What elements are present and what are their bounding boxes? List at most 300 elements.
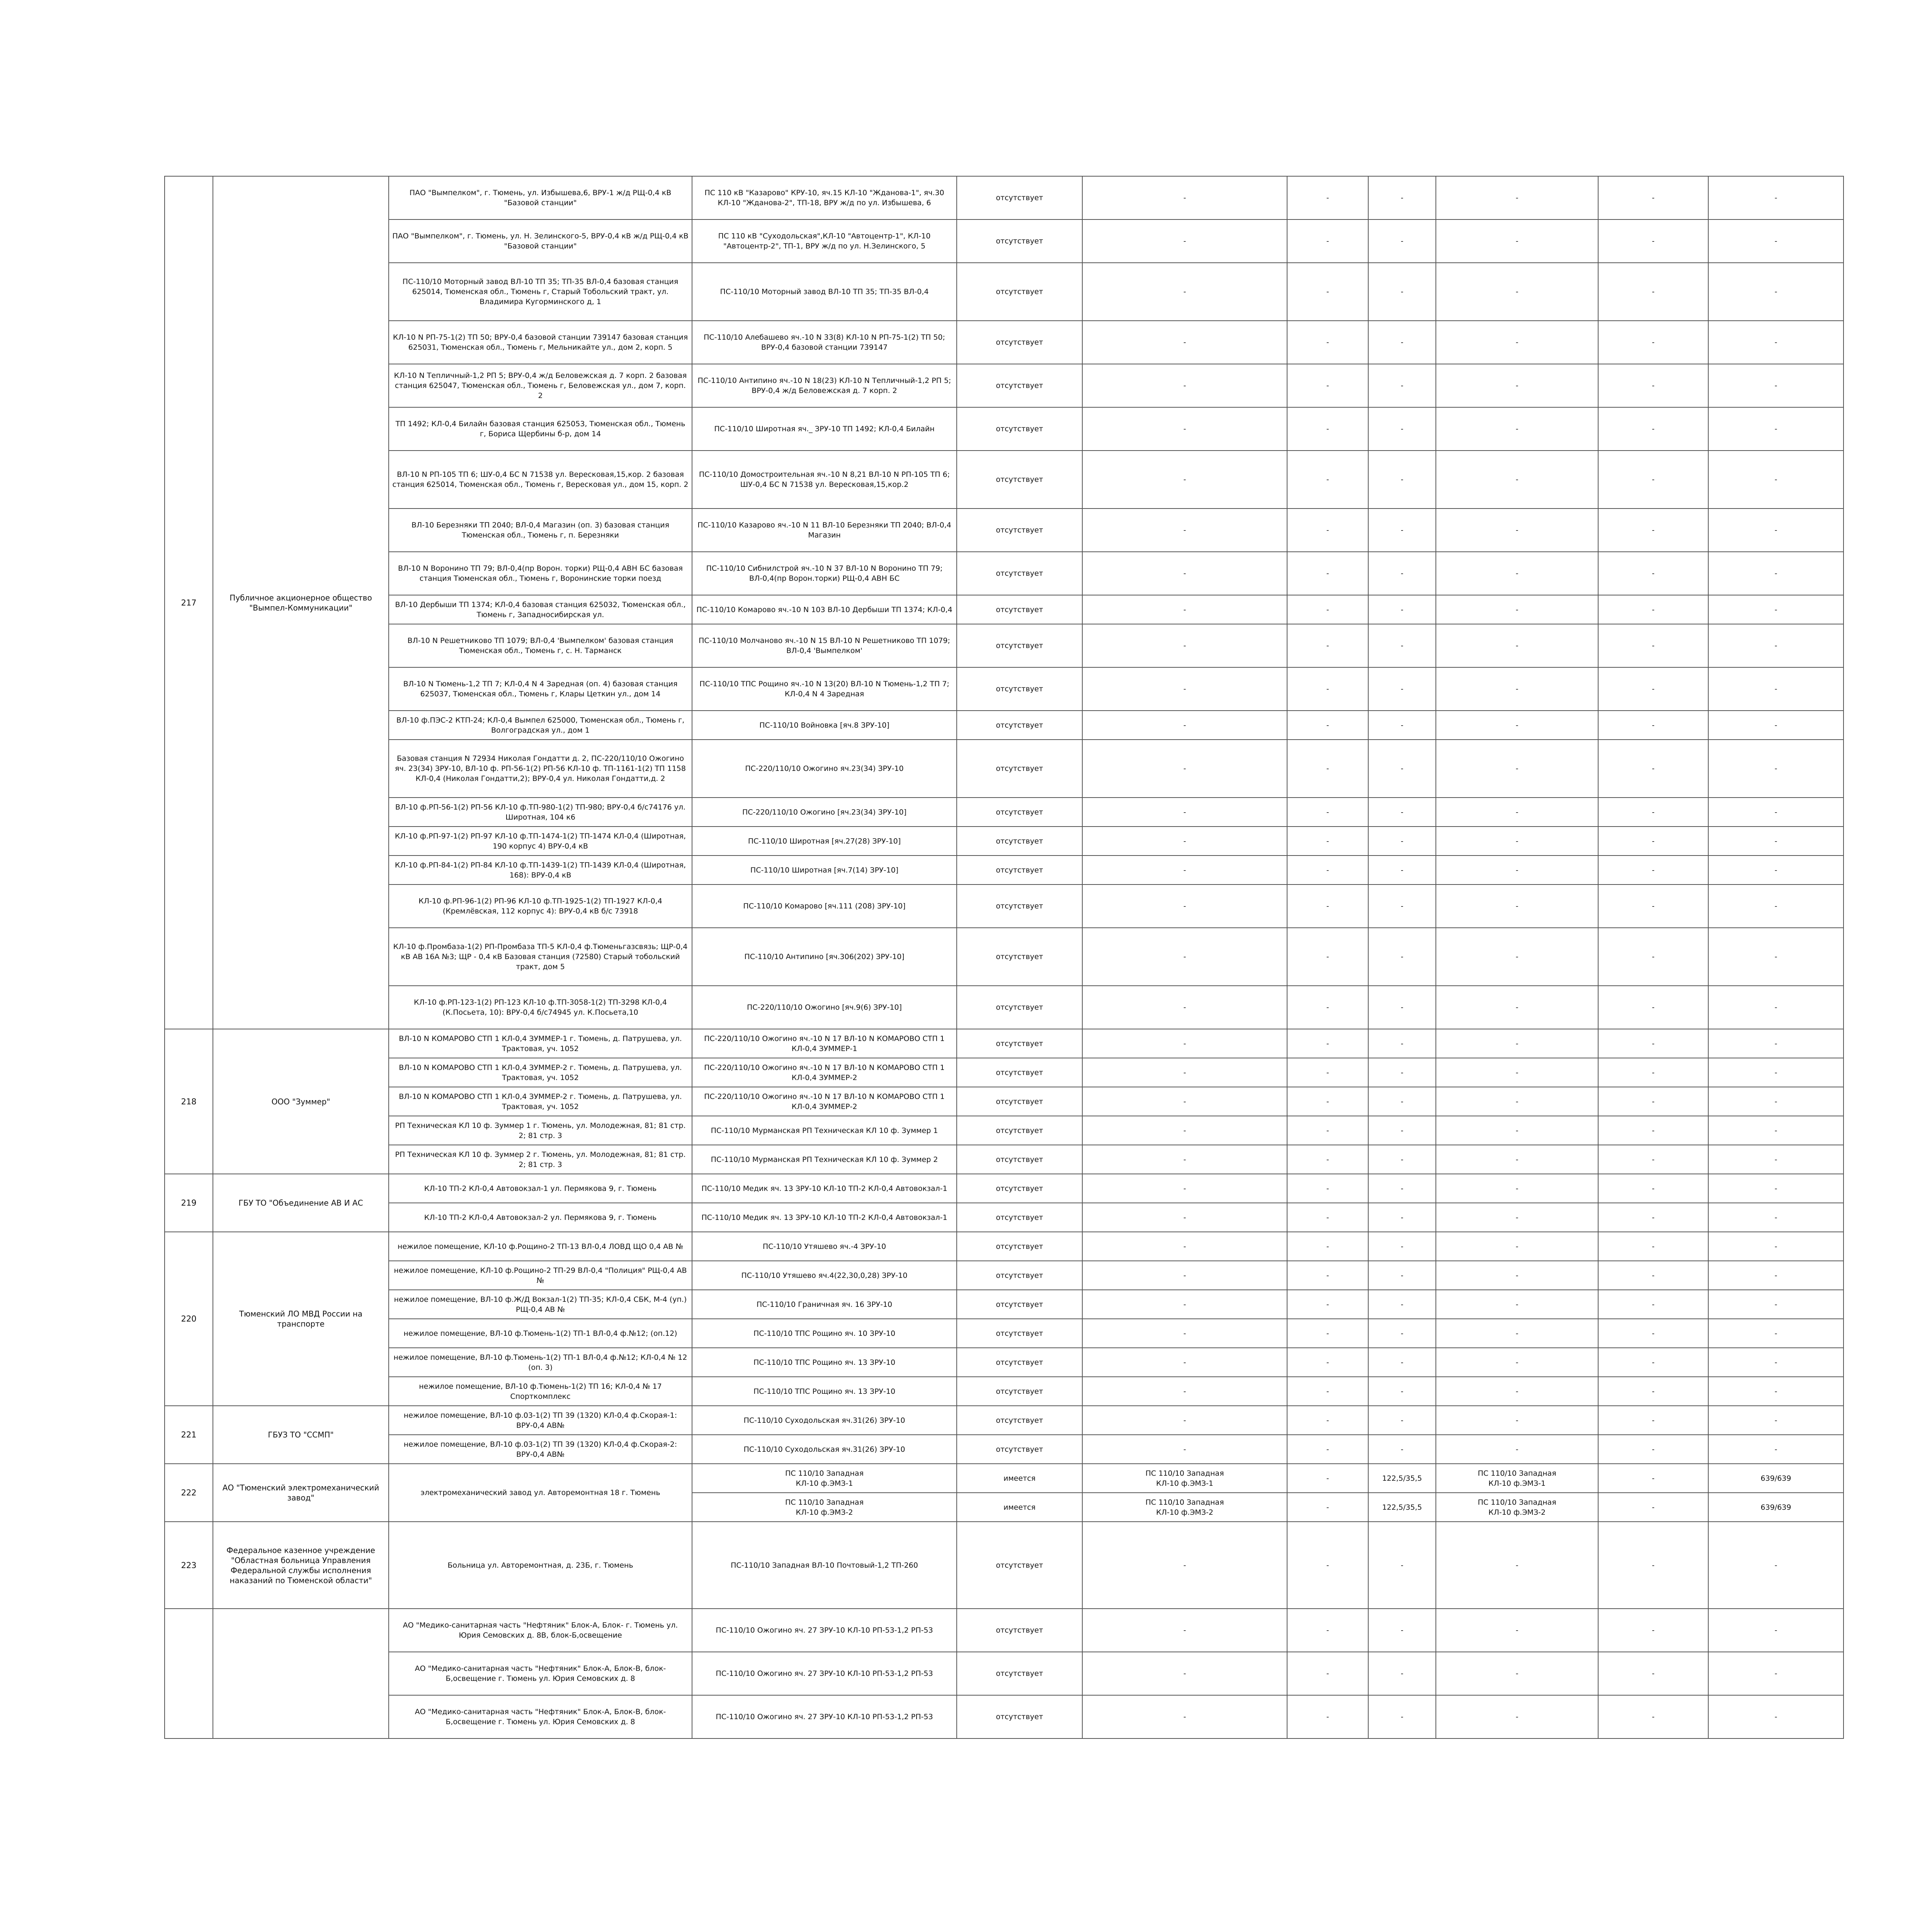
backup-status: отсутствует [957, 595, 1082, 624]
value-cell: - [1598, 928, 1708, 986]
capacity-value: - [1708, 595, 1844, 624]
reserve-source: - [1436, 1522, 1598, 1609]
value-cell: - [1598, 986, 1708, 1029]
backup-status: отсутствует [957, 176, 1082, 219]
value-cell: - [1287, 1116, 1368, 1145]
object-description: ТП 1492; КЛ-0,4 Билайн базовая станция 625053, Тюменская обл., Тюмень г, Бориса Щербины б-р, дом 14 [389, 407, 692, 451]
value-cell: - [1287, 407, 1368, 451]
value-cell: - [1598, 1695, 1708, 1738]
capacity-value: 639/639 [1708, 1493, 1844, 1522]
value-cell: - [1287, 1319, 1368, 1348]
reserve-source: - [1436, 1087, 1598, 1116]
backup-source: - [1082, 624, 1287, 667]
table-row [165, 263, 1844, 321]
capacity-value: - [1708, 667, 1844, 711]
backup-status: отсутствует [957, 986, 1082, 1029]
power-source: ПС-110/10 ТПС Рощино яч. 13 ЗРУ-10 [692, 1348, 957, 1377]
load-value: - [1368, 1406, 1436, 1435]
value-cell: - [1598, 321, 1708, 364]
value-cell: - [1598, 1319, 1708, 1348]
backup-status: отсутствует [957, 1695, 1082, 1738]
capacity-value: - [1708, 1174, 1844, 1203]
reserve-source: - [1436, 1348, 1598, 1377]
capacity-value: - [1708, 1609, 1844, 1652]
organization-name: ООО "Зуммер" [213, 1029, 389, 1174]
value-cell: - [1598, 509, 1708, 552]
backup-source: - [1082, 1406, 1287, 1435]
load-value: - [1368, 1174, 1436, 1203]
capacity-value: - [1708, 1290, 1844, 1319]
backup-status: отсутствует [957, 740, 1082, 798]
backup-source: - [1082, 1319, 1287, 1348]
value-cell: - [1598, 856, 1708, 885]
table-row [165, 219, 1844, 263]
object-description: ВЛ-10 N КОМАРОВО СТП 1 КЛ-0,4 ЗУММЕР-1 г. Тюмень, д. Патрушева, ул. Трактовая, уч. 1052 [389, 1029, 692, 1058]
power-source: ПС-110/10 Утяшево яч.4(22,30,0,28) ЗРУ-10 [692, 1261, 957, 1290]
backup-status: отсутствует [957, 1609, 1082, 1652]
object-description: нежилое помещение, ВЛ-10 ф.03-1(2) ТП 39 (1320) КЛ-0,4 ф.Скорая-2: ВРУ-0,4 АВ№ [389, 1435, 692, 1464]
power-source: ПС-110/10 ТПС Рощино яч. 10 ЗРУ-10 [692, 1319, 957, 1348]
backup-status: отсутствует [957, 711, 1082, 740]
load-value: - [1368, 711, 1436, 740]
load-value: - [1368, 1290, 1436, 1319]
table-row [165, 1609, 1844, 1652]
value-cell: - [1598, 711, 1708, 740]
power-source: ПС 110 кВ "Суходольская",КЛ-10 "Автоцентр-1", КЛ-10 "Автоцентр-2", ТП-1, ВРУ ж/д по ул. Н.Зелинского, 5 [692, 219, 957, 263]
value-cell: - [1598, 1348, 1708, 1377]
load-value: - [1368, 407, 1436, 451]
power-source: ПС-110/10 Медик яч. 13 ЗРУ-10 КЛ-10 ТП-2 КЛ-0,4 Автовокзал-1 [692, 1203, 957, 1232]
object-description: ВЛ-10 Березняки ТП 2040; ВЛ-0,4 Магазин (оп. 3) базовая станция Тюменская обл., Тюмень г, п. Березняки [389, 509, 692, 552]
capacity-value: - [1708, 1203, 1844, 1232]
value-cell: - [1598, 740, 1708, 798]
value-cell: - [1598, 407, 1708, 451]
object-description: КЛ-10 ф.Промбаза-1(2) РП-Промбаза ТП-5 КЛ-0,4 ф.Тюменьгазсвязь; ЩР-0,4 кВ АВ 16А №3; ЩР - 0,4 кВ Базовая станция (72580) Старый тобольский тракт, дом 5 [389, 928, 692, 986]
reserve-source: - [1436, 364, 1598, 407]
power-source: ПС-110/10 Широтная яч._ ЗРУ-10 ТП 1492; КЛ-0,4 Билайн [692, 407, 957, 451]
capacity-value: - [1708, 1029, 1844, 1058]
reserve-source: - [1436, 1609, 1598, 1652]
value-cell: - [1287, 1609, 1368, 1652]
table-row [165, 595, 1844, 624]
backup-source: ПС 110/10 Западная КЛ-10 ф.ЭМЗ-2 [1082, 1493, 1287, 1522]
value-cell: - [1598, 1087, 1708, 1116]
backup-status: отсутствует [957, 552, 1082, 595]
object-description: АО "Медико-санитарная часть "Нефтяник" Блок-А, Блок-В, блок-Б,освещение г. Тюмень ул. Юрия Семовских д. 8 [389, 1695, 692, 1738]
table-row [165, 740, 1844, 798]
backup-status: отсутствует [957, 407, 1082, 451]
reserve-source: - [1436, 827, 1598, 856]
power-source: ПС-220/110/10 Ожогино яч.-10 N 17 ВЛ-10 N КОМАРОВО СТП 1 КЛ-0,4 ЗУММЕР-2 [692, 1058, 957, 1087]
power-source: ПС 110 кВ "Казарово" КРУ-10, яч.15 КЛ-10 "Жданова-1", яч.30 КЛ-10 "Жданова-2", ТП-18, ВРУ ж/д по ул. Избышева, 6 [692, 176, 957, 219]
backup-status: отсутствует [957, 263, 1082, 321]
reserve-source: - [1436, 1174, 1598, 1203]
value-cell: - [1598, 364, 1708, 407]
value-cell: - [1287, 1087, 1368, 1116]
load-value: - [1368, 1695, 1436, 1738]
table-row [165, 451, 1844, 509]
capacity-value: - [1708, 1232, 1844, 1261]
load-value: - [1368, 624, 1436, 667]
load-value: - [1368, 1116, 1436, 1145]
capacity-value: - [1708, 827, 1844, 856]
value-cell: - [1598, 552, 1708, 595]
load-value: - [1368, 1522, 1436, 1609]
value-cell: - [1598, 1116, 1708, 1145]
reserve-source: - [1436, 1319, 1598, 1348]
power-source: ПС-220/110/10 Ожогино [яч.23(34) ЗРУ-10] [692, 798, 957, 827]
organization-name [213, 1609, 389, 1738]
value-cell: - [1287, 1522, 1368, 1609]
power-source: ПС-110/10 Мурманская РП Техническая КЛ 10 ф. Зуммер 1 [692, 1116, 957, 1145]
power-source: ПС-110/10 Граничная яч. 16 ЗРУ-10 [692, 1290, 957, 1319]
reserve-source: - [1436, 667, 1598, 711]
value-cell: - [1287, 1261, 1368, 1290]
object-description: ВЛ-10 N КОМАРОВО СТП 1 КЛ-0,4 ЗУММЕР-2 г. Тюмень, д. Патрушева, ул. Трактовая, уч. 1052 [389, 1058, 692, 1087]
reserve-source: - [1436, 1261, 1598, 1290]
reserve-source: - [1436, 1058, 1598, 1087]
backup-status: отсутствует [957, 1232, 1082, 1261]
reserve-source: - [1436, 928, 1598, 986]
backup-status: отсутствует [957, 1058, 1082, 1087]
table-row [165, 1116, 1844, 1145]
capacity-value: - [1708, 856, 1844, 885]
power-source: ПС-110/10 Мурманская РП Техническая КЛ 10 ф. Зуммер 2 [692, 1145, 957, 1174]
backup-source: - [1082, 1695, 1287, 1738]
backup-status: отсутствует [957, 1319, 1082, 1348]
power-source: ПС-110/10 Суходольская яч.31(26) ЗРУ-10 [692, 1406, 957, 1435]
backup-status: отсутствует [957, 1348, 1082, 1377]
capacity-value: - [1708, 798, 1844, 827]
power-source: ПС-110/10 Медик яч. 13 ЗРУ-10 КЛ-10 ТП-2 КЛ-0,4 Автовокзал-1 [692, 1174, 957, 1203]
backup-status: отсутствует [957, 1087, 1082, 1116]
object-description: РП Техническая КЛ 10 ф. Зуммер 1 г. Тюмень, ул. Молодежная, 81; 81 стр. 2; 81 стр. 3 [389, 1116, 692, 1145]
object-description: Базовая станция N 72934 Николая Гондатти д. 2, ПС-220/110/10 Ожогино яч. 23(34) ЗРУ-10, ВЛ-10 ф. РП-56-1(2) РП-56 КЛ-10 ф. ТП-1161-1(2) ТП 1158 КЛ-0,4 (Николая Гондатти,2); ВРУ-0,4 ул. Николая Гондатти,д. 2 [389, 740, 692, 798]
backup-status: имеется [957, 1464, 1082, 1493]
load-value: - [1368, 1203, 1436, 1232]
reserve-source: - [1436, 1652, 1598, 1695]
value-cell: - [1287, 1652, 1368, 1695]
backup-source: - [1082, 1290, 1287, 1319]
backup-source: - [1082, 856, 1287, 885]
backup-status: отсутствует [957, 509, 1082, 552]
power-source: ПС-110/10 Домостроительная яч.-10 N 8,21 ВЛ-10 N РП-105 ТП 6; ШУ-0,4 БС N 71538 ул. Вересковая,15,кор.2 [692, 451, 957, 509]
power-source: ПС-110/10 Ожогино яч. 27 ЗРУ-10 КЛ-10 РП-53-1,2 РП-53 [692, 1695, 957, 1738]
capacity-value: - [1708, 885, 1844, 928]
object-description: РП Техническая КЛ 10 ф. Зуммер 2 г. Тюмень, ул. Молодежная, 81; 81 стр. 2; 81 стр. 3 [389, 1145, 692, 1174]
backup-source: - [1082, 1087, 1287, 1116]
backup-source: - [1082, 1609, 1287, 1652]
reserve-source: - [1436, 595, 1598, 624]
power-source: ПС-110/10 Молчаново яч.-10 N 15 ВЛ-10 N Решетниково ТП 1079; ВЛ-0,4 'Вымпелком' [692, 624, 957, 667]
value-cell: - [1598, 219, 1708, 263]
power-source: ПС-110/10 Широтная [яч.27(28) ЗРУ-10] [692, 827, 957, 856]
reserve-source: - [1436, 1203, 1598, 1232]
reserve-source: - [1436, 740, 1598, 798]
capacity-value: - [1708, 451, 1844, 509]
load-value: 122,5/35,5 [1368, 1464, 1436, 1493]
backup-source: - [1082, 1377, 1287, 1406]
value-cell: - [1598, 1261, 1708, 1290]
value-cell: - [1287, 1058, 1368, 1087]
backup-source: - [1082, 1435, 1287, 1464]
load-value: - [1368, 451, 1436, 509]
consumer-table [164, 176, 1844, 1739]
value-cell: - [1598, 176, 1708, 219]
reserve-source: - [1436, 986, 1598, 1029]
power-source: ПС-110/10 Ожогино яч. 27 ЗРУ-10 КЛ-10 РП-53-1,2 РП-53 [692, 1652, 957, 1695]
row-number: 217 [165, 176, 213, 1029]
backup-source: - [1082, 176, 1287, 219]
table-row [165, 552, 1844, 595]
power-source: ПС-110/10 Широтная [яч.7(14) ЗРУ-10] [692, 856, 957, 885]
object-description: нежилое помещение, ВЛ-10 ф.Ж/Д Вокзал-1(2) ТП-35; КЛ-0,4 СБК, М-4 (уп.) РЩ-0,4 АВ № [389, 1290, 692, 1319]
backup-status: отсутствует [957, 1029, 1082, 1058]
capacity-value: - [1708, 1261, 1844, 1290]
reserve-source: - [1436, 552, 1598, 595]
backup-status: имеется [957, 1493, 1082, 1522]
value-cell: - [1287, 798, 1368, 827]
load-value: - [1368, 1087, 1436, 1116]
value-cell: - [1598, 1377, 1708, 1406]
table-row [165, 986, 1844, 1029]
table-row [165, 667, 1844, 711]
table-row [165, 1435, 1844, 1464]
load-value: - [1368, 740, 1436, 798]
value-cell: - [1287, 1464, 1368, 1493]
table-row [165, 364, 1844, 407]
value-cell: - [1287, 509, 1368, 552]
value-cell: - [1287, 711, 1368, 740]
backup-status: отсутствует [957, 1652, 1082, 1695]
object-description: ПАО "Вымпелком", г. Тюмень, ул. Избышева,6, ВРУ-1 ж/д РЩ-0,4 кВ "Базовой станции" [389, 176, 692, 219]
backup-source: - [1082, 1145, 1287, 1174]
table-row [165, 856, 1844, 885]
capacity-value: - [1708, 928, 1844, 986]
table-row [165, 798, 1844, 827]
load-value: - [1368, 1609, 1436, 1652]
table-row [165, 321, 1844, 364]
value-cell: - [1287, 1406, 1368, 1435]
load-value: - [1368, 1377, 1436, 1406]
reserve-source: - [1436, 1406, 1598, 1435]
table-row [165, 509, 1844, 552]
value-cell: - [1287, 624, 1368, 667]
table-row [165, 1174, 1844, 1203]
object-description: ВЛ-10 N Тюмень-1,2 ТП 7; КЛ-0,4 N 4 Заредная (оп. 4) базовая станция 625037, Тюменская обл., Тюмень г, Клары Цеткин ул., дом 14 [389, 667, 692, 711]
table-row [165, 885, 1844, 928]
reserve-source: - [1436, 1029, 1598, 1058]
object-description: нежилое помещение, ВЛ-10 ф.Тюмень-1(2) ТП-1 ВЛ-0,4 ф.№12; КЛ-0,4 № 12 (оп. 3) [389, 1348, 692, 1377]
load-value: - [1368, 595, 1436, 624]
power-source: ПС-110/10 Западная ВЛ-10 Почтовый-1,2 ТП-260 [692, 1522, 957, 1609]
backup-source: - [1082, 740, 1287, 798]
reserve-source: - [1436, 219, 1598, 263]
object-description: ПС-110/10 Моторный завод ВЛ-10 ТП 35; ТП-35 ВЛ-0,4 базовая станция 625014, Тюменская обл., Тюмень г, Старый Тобольский тракт, ул. Владимира Кугорминского д, 1 [389, 263, 692, 321]
reserve-source: - [1436, 798, 1598, 827]
load-value: - [1368, 1058, 1436, 1087]
capacity-value: - [1708, 1652, 1844, 1695]
object-description: Больница ул. Авторемонтная, д. 23Б, г. Тюмень [389, 1522, 692, 1609]
capacity-value: - [1708, 1377, 1844, 1406]
object-description: АО "Медико-санитарная часть "Нефтяник" Блок-А, Блок- г. Тюмень ул. Юрия Семовских д. 8В, блок-Б,освещение [389, 1609, 692, 1652]
value-cell: - [1287, 364, 1368, 407]
value-cell: - [1287, 1493, 1368, 1522]
organization-name: Тюменский ЛО МВД России на транспорте [213, 1232, 389, 1406]
load-value: - [1368, 219, 1436, 263]
table-row [165, 711, 1844, 740]
capacity-value: - [1708, 364, 1844, 407]
organization-name: Публичное акционерное общество "Вымпел-Коммуникации" [213, 176, 389, 1029]
reserve-source: - [1436, 1377, 1598, 1406]
table-row [165, 1290, 1844, 1319]
value-cell: - [1287, 1290, 1368, 1319]
value-cell: - [1598, 263, 1708, 321]
reserve-source: - [1436, 263, 1598, 321]
value-cell: - [1598, 1174, 1708, 1203]
backup-status: отсутствует [957, 451, 1082, 509]
value-cell: - [1287, 1695, 1368, 1738]
capacity-value: - [1708, 1058, 1844, 1087]
table-row [165, 1029, 1844, 1058]
table-row [165, 1695, 1844, 1738]
power-source: ПС-110/10 Сибнилстрой яч.-10 N 37 ВЛ-10 N Воронино ТП 79; ВЛ-0,4(пр Ворон.торки) РЩ-0,4 АВН БС [692, 552, 957, 595]
table-row [165, 1348, 1844, 1377]
power-source: ПС 110/10 Западная КЛ-10 ф.ЭМЗ-1 [692, 1464, 957, 1493]
load-value: - [1368, 1319, 1436, 1348]
backup-status: отсутствует [957, 1290, 1082, 1319]
backup-status: отсутствует [957, 1406, 1082, 1435]
load-value: - [1368, 856, 1436, 885]
capacity-value: - [1708, 509, 1844, 552]
value-cell: - [1598, 827, 1708, 856]
reserve-source: - [1436, 624, 1598, 667]
value-cell: - [1598, 1493, 1708, 1522]
capacity-value: - [1708, 1522, 1844, 1609]
load-value: - [1368, 176, 1436, 219]
load-value: - [1368, 928, 1436, 986]
capacity-value: - [1708, 219, 1844, 263]
power-source: ПС-110/10 Моторный завод ВЛ-10 ТП 35; ТП-35 ВЛ-0,4 [692, 263, 957, 321]
load-value: - [1368, 1652, 1436, 1695]
backup-source: - [1082, 509, 1287, 552]
load-value: - [1368, 1435, 1436, 1464]
object-description: нежилое помещение, ВЛ-10 ф.Тюмень-1(2) ТП-1 ВЛ-0,4 ф.№12; (оп.12) [389, 1319, 692, 1348]
backup-status: отсутствует [957, 1116, 1082, 1145]
value-cell: - [1598, 1029, 1708, 1058]
capacity-value: - [1708, 740, 1844, 798]
backup-source: - [1082, 1348, 1287, 1377]
reserve-source: ПС 110/10 Западная КЛ-10 ф.ЭМЗ-1 [1436, 1464, 1598, 1493]
power-source: ПС-110/10 Утяшево яч.-4 ЗРУ-10 [692, 1232, 957, 1261]
row-number: 223 [165, 1522, 213, 1609]
row-number: 219 [165, 1174, 213, 1232]
power-source: ПС-220/110/10 Ожогино [яч.9(6) ЗРУ-10] [692, 986, 957, 1029]
backup-status: отсутствует [957, 1435, 1082, 1464]
value-cell: - [1287, 219, 1368, 263]
power-source: ПС-110/10 Алебашево яч.-10 N 33(8) КЛ-10 N РП-75-1(2) ТП 50; ВРУ-0,4 базовой станции 739147 [692, 321, 957, 364]
object-description: КЛ-10 ТП-2 КЛ-0,4 Автовокзал-1 ул. Пермякова 9, г. Тюмень [389, 1174, 692, 1203]
object-description: ВЛ-10 ф.ПЭС-2 КТП-24; КЛ-0,4 Вымпел 625000, Тюменская обл., Тюмень г, Волгоградская ул., дом 1 [389, 711, 692, 740]
capacity-value: - [1708, 624, 1844, 667]
value-cell: - [1287, 595, 1368, 624]
load-value: - [1368, 667, 1436, 711]
backup-source: - [1082, 1261, 1287, 1290]
load-value: - [1368, 1232, 1436, 1261]
backup-source: - [1082, 219, 1287, 263]
value-cell: - [1598, 885, 1708, 928]
value-cell: - [1287, 263, 1368, 321]
load-value: - [1368, 1261, 1436, 1290]
reserve-source: ПС 110/10 Западная КЛ-10 ф.ЭМЗ-2 [1436, 1493, 1598, 1522]
table-row [165, 1261, 1844, 1290]
value-cell: - [1598, 624, 1708, 667]
capacity-value: - [1708, 1145, 1844, 1174]
table-row [165, 928, 1844, 986]
row-number [165, 1609, 213, 1738]
object-description: ВЛ-10 N РП-105 ТП 6; ШУ-0,4 БС N 71538 ул. Вересковая,15,кор. 2 базовая станция 625014, Тюменская обл., Тюмень г, Вересковая ул., дом 15, корп. 2 [389, 451, 692, 509]
power-source: ПС-110/10 ТПС Рощино яч. 13 ЗРУ-10 [692, 1377, 957, 1406]
load-value: - [1368, 986, 1436, 1029]
table-row [165, 1058, 1844, 1087]
value-cell: - [1287, 1348, 1368, 1377]
backup-status: отсутствует [957, 928, 1082, 986]
capacity-value: 639/639 [1708, 1464, 1844, 1493]
capacity-value: - [1708, 1319, 1844, 1348]
backup-status: отсутствует [957, 1174, 1082, 1203]
backup-source: - [1082, 1232, 1287, 1261]
value-cell: - [1598, 1435, 1708, 1464]
power-source: ПС-110/10 Казарово яч.-10 N 11 ВЛ-10 Березняки ТП 2040; ВЛ-0,4 Магазин [692, 509, 957, 552]
object-description: ВЛ-10 N КОМАРОВО СТП 1 КЛ-0,4 ЗУММЕР-2 г. Тюмень, д. Патрушева, ул. Трактовая, уч. 1052 [389, 1087, 692, 1116]
value-cell: - [1598, 1609, 1708, 1652]
row-number: 220 [165, 1232, 213, 1406]
capacity-value: - [1708, 407, 1844, 451]
table-row [165, 624, 1844, 667]
power-source: ПС-110/10 Суходольская яч.31(26) ЗРУ-10 [692, 1435, 957, 1464]
object-description: ПАО "Вымпелком", г. Тюмень, ул. Н. Зелинского-5, ВРУ-0,4 кВ ж/д РЩ-0,4 кВ "Базовой станции" [389, 219, 692, 263]
table-row [165, 1145, 1844, 1174]
backup-source: - [1082, 1203, 1287, 1232]
power-source: ПС-110/10 Ожогино яч. 27 ЗРУ-10 КЛ-10 РП-53-1,2 РП-53 [692, 1609, 957, 1652]
reserve-source: - [1436, 509, 1598, 552]
value-cell: - [1287, 856, 1368, 885]
power-source: ПС-220/110/10 Ожогино яч.-10 N 17 ВЛ-10 N КОМАРОВО СТП 1 КЛ-0,4 ЗУММЕР-1 [692, 1029, 957, 1058]
backup-source: - [1082, 1652, 1287, 1695]
value-cell: - [1287, 1377, 1368, 1406]
power-source: ПС-110/10 Антипино яч.-10 N 18(23) КЛ-10 N Тепличный-1,2 РП 5; ВРУ-0,4 ж/д Беловежская д. 7 корп. 2 [692, 364, 957, 407]
load-value: - [1368, 1348, 1436, 1377]
power-source: ПС-220/110/10 Ожогино яч.-10 N 17 ВЛ-10 N КОМАРОВО СТП 1 КЛ-0,4 ЗУММЕР-2 [692, 1087, 957, 1116]
capacity-value: - [1708, 1435, 1844, 1464]
reserve-source: - [1436, 1290, 1598, 1319]
backup-source: - [1082, 885, 1287, 928]
backup-status: отсутствует [957, 1261, 1082, 1290]
value-cell: - [1598, 1145, 1708, 1174]
backup-source: - [1082, 1522, 1287, 1609]
capacity-value: - [1708, 1087, 1844, 1116]
value-cell: - [1287, 1029, 1368, 1058]
reserve-source: - [1436, 1695, 1598, 1738]
reserve-source: - [1436, 856, 1598, 885]
value-cell: - [1598, 451, 1708, 509]
reserve-source: - [1436, 1116, 1598, 1145]
power-source: ПС-110/10 Войновка [яч.8 ЗРУ-10] [692, 711, 957, 740]
reserve-source: - [1436, 451, 1598, 509]
value-cell: - [1598, 1406, 1708, 1435]
backup-source: - [1082, 1029, 1287, 1058]
table-row [165, 1232, 1844, 1261]
